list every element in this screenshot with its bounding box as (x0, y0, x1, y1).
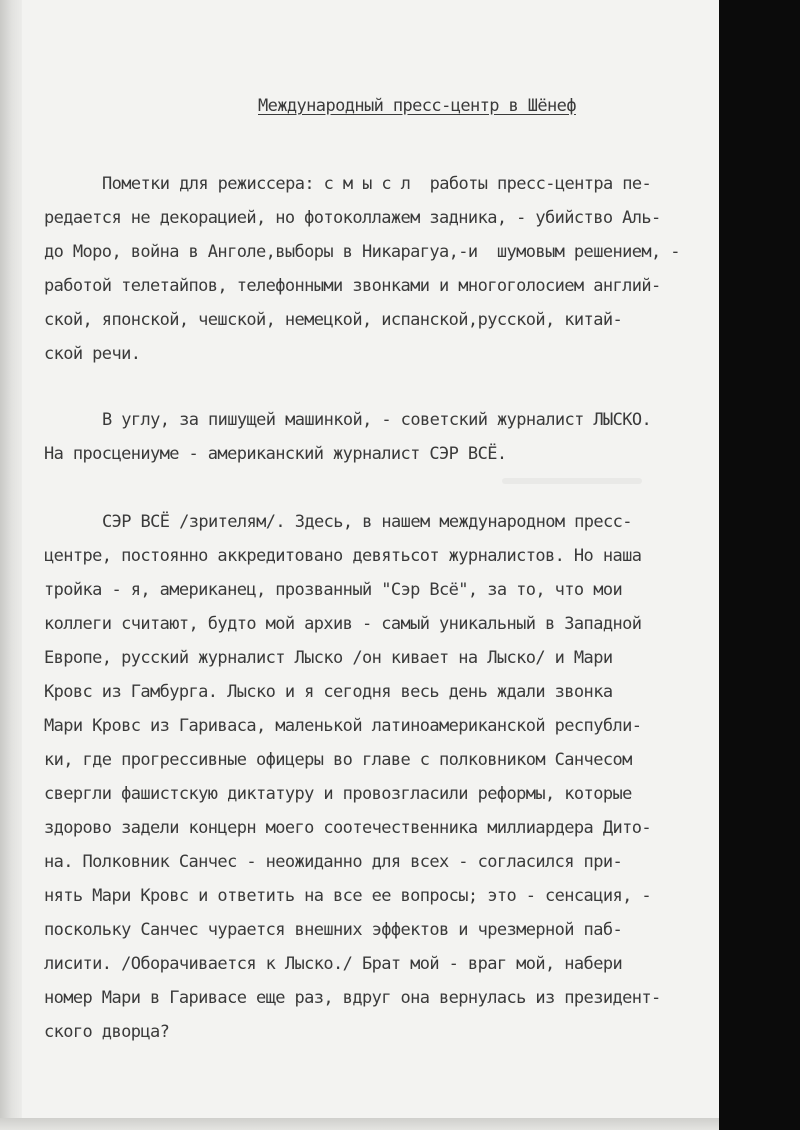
paragraph-3-line-13: поскольку Санчес чурается внешних эффектов и чрезмерной паб- (44, 920, 623, 940)
paragraph-2-line-2: На просцениуме - американский журналист СЭР ВСЁ. (44, 444, 507, 464)
typed-text-area (22, 0, 719, 1118)
paragraph-1-line-6: ской речи. (44, 344, 141, 364)
paragraph-3-line-5: Европе, русский журналист Лыско /он кивает на Лыско/ и Мари (44, 648, 613, 668)
paragraph-3-line-6: Кровс из Гамбурга. Лыско и я сегодня весь день ждали звонка (44, 682, 613, 702)
paper-bottom-edge (0, 1118, 719, 1130)
paragraph-2-line-1: В углу, за пишущей машинкой, - советский журналист ЛЫСКО. (102, 410, 652, 430)
paragraph-3-line-8: ки, где прогрессивные офицеры во главе с полковником Санчесом (44, 750, 632, 770)
faint-stain (502, 478, 642, 484)
paragraph-3-line-7: Мари Кровс из Гариваса, маленькой латиноамериканской республи- (44, 716, 642, 736)
paragraph-1-line-2: редается не декорацией, но фотоколлажем задника, - убийство Аль- (44, 208, 661, 228)
scan-margin-band (719, 0, 800, 1130)
paragraph-3-line-3: тройка - я, американец, прозванный "Сэр Всё", за то, что мои (44, 580, 623, 600)
paragraph-3-line-10: здорово задели концерн моего соотечественника миллиардера Дито- (44, 818, 651, 838)
paragraph-3-line-1: СЭР ВСЁ /зрителям/. Здесь, в нашем международном пресс- (102, 512, 632, 532)
page-fold-shadow (0, 0, 22, 1130)
paragraph-3-line-15: номер Мари в Гаривасе еще раз, вдруг она вернулась из президент- (44, 988, 661, 1008)
paragraph-3-line-2: центре, постоянно аккредитовано девятьсот журналистов. Но наша (44, 546, 642, 566)
paragraph-3-line-11: на. Полковник Санчес - неожиданно для всех - согласился при- (44, 852, 623, 872)
paragraph-1-line-5: ской, японской, чешской, немецкой, испанской,русской, китай- (44, 310, 623, 330)
paragraph-1-line-1: Пометки для режиссера: с м ы с л работы пресс-центра пе- (102, 174, 652, 194)
paragraph-1-line-3: до Моро, война в Анголе,выборы в Никарагуа,-и шумовым решением, - (44, 242, 680, 262)
paragraph-1-line-4: работой телетайпов, телефонными звонками и многоголосием англий- (44, 276, 661, 296)
paragraph-3-line-14: лисити. /Оборачивается к Лыско./ Брат мой - враг мой, набери (44, 954, 623, 974)
paragraph-3-line-9: свергли фашистскую диктатуру и провозгласили реформы, которые (44, 784, 632, 804)
paragraph-3-line-16: ского дворца? (44, 1022, 170, 1042)
page-title: Международный пресс-центр в Шёнеф (258, 96, 576, 116)
paragraph-3-line-12: нять Мари Кровс и ответить на все ее вопросы; это - сенсация, - (44, 886, 651, 906)
paragraph-3-line-4: коллеги считают, будто мой архив - самый уникальный в Западной (44, 614, 642, 634)
